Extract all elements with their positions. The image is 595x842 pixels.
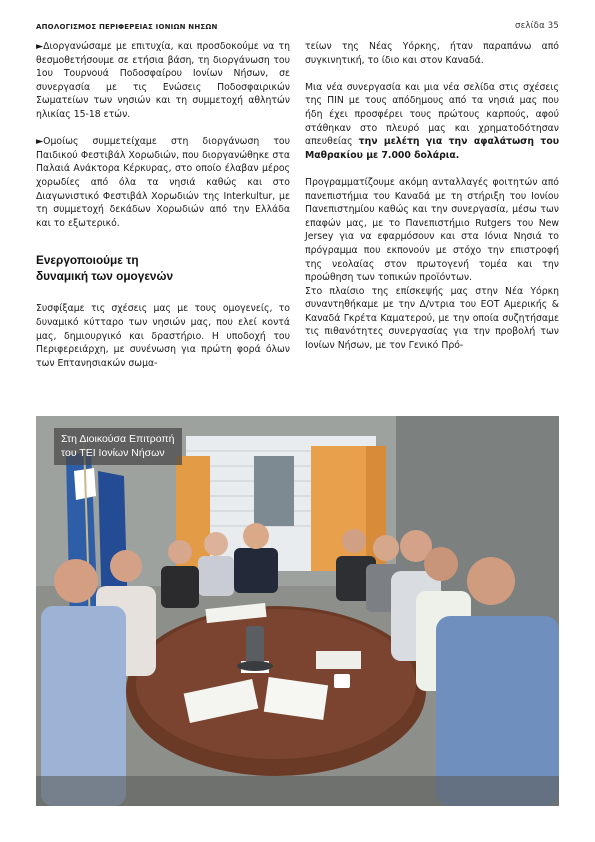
paragraph-eot-meeting: Στο πλαίσιο της επίσκεψής μας στην Νέα Υόρκη συναντηθήκαμε με την Δ/ντρια του ΕΟΤ Αμερικής & Καναδά Γκρέτα Καματερού, με την οποία συζητήσαμε τις πιθανότητες συνεργασίας για την προβολή των Ιονίων Νήσων, με τον Γενικό Πρό-: [305, 285, 559, 352]
paragraph-desalination-funding: [305, 81, 559, 163]
paragraph-choir-festival: ►Ομοίως συμμετείχαμε στη διοργάνωση του Παιδικού Φεστιβάλ Χορωδιών, που διοργανώθηκε στα Παλαιά Ανάκτορα Κέρκυρας, στο οποίο έλαβαν μέρος χορωδίες από όλα τα νησιά καθώς και στο Διαγωνιστικό Φεστιβάλ Χορωδιών της Interkultur, με τη συμμετοχή δεκάδων Χορωδιών από την Ελλάδα και το εξωτερικό.: [36, 136, 290, 229]
meeting-photo: [36, 416, 559, 806]
photo-caption: [54, 428, 182, 465]
photo-caption-line1: Στη Διοικούσα Επιτροπή: [61, 433, 175, 445]
section-heading-line2: δυναμική των ομογενών: [36, 269, 174, 284]
paragraph-student-exchange: Προγραμματίζουμε ακόμη ανταλλαγές φοιτητών από πανεπιστήμια του Καναδά με τη στήριξη του Ιονίου Πανεπιστημίου καθώς και την συνεργασία, μέσω των επαφών μας, με το Πανεπιστήμιο Rutgers του New Jersey για να εφαρμόσουν και στα Ιόνια Νησιά το πρόγραμμα που εκπονούν με στόχο την επιστροφή της νεολαίας στον πρωτογενή τομέα και την προώθηση των τοπικών προϊόντων.: [305, 176, 559, 284]
coffee-cup: [334, 674, 350, 688]
section-heading-diaspora: [36, 252, 290, 284]
left-column: [36, 40, 290, 370]
paragraph-new-york-welcome: τείων της Νέας Υόρκης, ήταν παραπάνω από συγκινητική, το ίδιο και στον Καναδά.: [305, 41, 559, 66]
meeting-photo-illustration: [36, 416, 559, 806]
desalination-text: Μια νέα συνεργασία και μια νέα σελίδα στις σχέσεις της ΠΙΝ με τους απόδημους από τα νησιά μας που ήδη έχει προσφέρει τους πρώτους καρπούς, αφού στάθηκαν στο πλευρό μας και χρηματοδότησαν απευθείας: [305, 81, 559, 148]
paragraph-football-tournament: ►Διοργανώσαμε με επιτυχία, και προσδοκούμε να τη θεσμοθετήσουμε σε ετήσια βάση, τη διοργάνωση του 1ου Τουρνουά Ποδοσφαίρου Ιονίων Νήσων, σε συνεργασία με τις Ενώσεις Ποδοσφαιρικών Σωματείων των νησιών και τη συμμετοχή αθλητών ηλικίας 15-18 ετών.: [36, 41, 290, 120]
paragraph-diaspora-relations: Συσφίξαμε τις σχέσεις μας με τους ομογενείς, το δυναμικό κύτταρο των νησιών μας, που ελεί κοντά μας, δημιουργικό και δραστήριο. Η υποδοχή του Περιφερειάρχη, με συνένωση για πρώτη φορά όλων των Επτανησιακών σωμα-: [36, 303, 290, 369]
photo-caption-line2: του ΤΕΙ Ιονίων Νήσων: [61, 446, 165, 459]
right-column: [305, 40, 559, 353]
report-title: ΑΠΟΛΟΓΙΣΜΟΣ ΠΕΡΙΦΕΡΕΙΑΣ ΙΟΝΙΩΝ ΝΗΣΩΝ: [36, 23, 218, 31]
thermos: [246, 626, 264, 664]
section-heading-line1: Ενεργοποιούμε τη: [36, 253, 139, 268]
page-number: σελίδα 35: [514, 21, 559, 31]
page-header: [36, 20, 559, 34]
desalination-highlight: την μελέτη για την αφαλάτωση του Μαθρακίου με 7.000 δολάρια.: [305, 136, 559, 161]
